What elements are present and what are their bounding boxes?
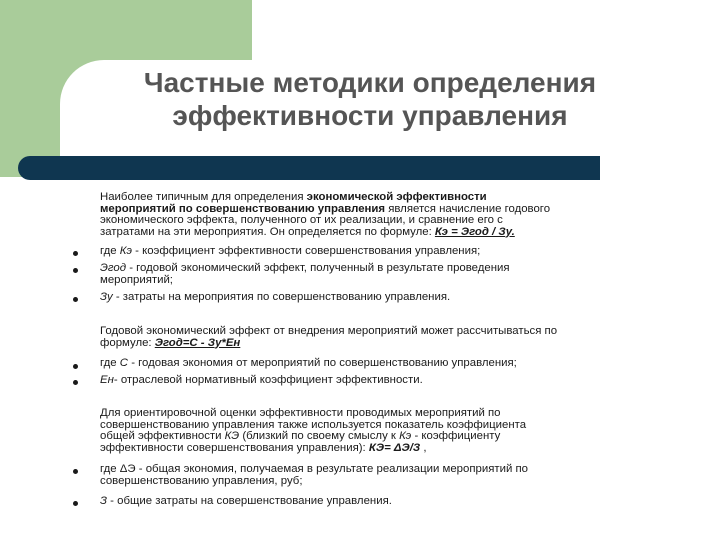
symbol: КЭ <box>224 430 240 442</box>
text-line: совершенствованию управления, руб; <box>100 474 303 487</box>
list-item <box>100 246 660 258</box>
page-title <box>60 66 680 132</box>
text: где <box>100 245 120 257</box>
formula: КЭ= ΔЭ/З <box>368 441 421 454</box>
formula: Кэ = Эгод / Зу. <box>434 225 515 238</box>
bullet-icon <box>73 380 78 385</box>
text: является начисление годового <box>385 202 551 215</box>
text: формуле: <box>100 336 155 349</box>
text: - годовая экономия от мероприятий по совершенствованию управления; <box>128 357 517 369</box>
symbol: Эгод <box>100 262 127 274</box>
text: - отраслевой нормативный коэффициент эффективности. <box>113 374 423 386</box>
header-divider-bar <box>18 156 600 180</box>
text: где <box>100 357 120 369</box>
formula: Эгод=С - Зу*Ен <box>154 336 241 349</box>
list-item <box>100 496 660 508</box>
symbol: Зу <box>100 291 113 303</box>
text-line: совершенствованию управления также используется показатель коэффициента <box>100 418 527 431</box>
text: - коэффициент эффективности совершенствования управления; <box>131 245 481 257</box>
text: затратами на эти мероприятия. Он определяется по формуле: <box>100 225 435 238</box>
text: - коэффициенту <box>411 430 501 442</box>
bullet-icon <box>73 297 78 302</box>
symbol: З <box>100 495 107 507</box>
bullet-icon <box>73 251 78 256</box>
emphasis-text: мероприятий по совершенствованию управления <box>100 202 386 215</box>
text: общей эффективности <box>100 430 225 442</box>
text: - затраты на мероприятия по совершенствованию управления. <box>112 291 451 303</box>
title-line-2: эффективности управления <box>172 100 568 131</box>
emphasis-text: экономической эффективности <box>306 191 487 203</box>
list-item <box>100 375 660 387</box>
bullet-icon <box>73 469 78 474</box>
paragraph-2 <box>100 326 660 349</box>
list-item <box>100 464 660 487</box>
text-line: где ΔЭ - общая экономия, получаемая в результате реализации мероприятий по <box>100 463 528 475</box>
text: - годовой экономический эффект, полученный в результате проведения <box>126 262 510 274</box>
text-line: Для ориентировочной оценки эффективности проводимых мероприятий по <box>100 407 501 419</box>
list-item <box>100 263 660 286</box>
text: (близкий по своему смыслу к <box>239 430 400 442</box>
text: - общие затраты на совершенствование управления. <box>107 495 392 507</box>
bullet-icon <box>73 364 78 369</box>
text-line: экономического эффекта, полученного от их реализации, и сравнение его с <box>100 214 503 226</box>
symbol: Кэ <box>119 245 132 257</box>
bullet-icon <box>73 268 78 273</box>
list-item <box>100 358 660 370</box>
list-item <box>100 292 660 304</box>
text: Наиболее типичным для определения <box>100 191 307 203</box>
symbol: Кэ <box>399 430 412 442</box>
paragraph-1 <box>100 192 660 238</box>
title-line-1: Частные методики определения <box>143 67 597 98</box>
text-line: мероприятий; <box>100 273 173 286</box>
text: , <box>420 441 427 454</box>
text-line: Годовой экономический эффект от внедрения мероприятий может рассчитываться по <box>100 325 558 337</box>
symbol: Ен <box>100 374 114 386</box>
paragraph-3 <box>100 408 660 454</box>
text: эффективности совершенствования управления): <box>100 441 369 454</box>
symbol: С <box>119 357 129 369</box>
bullet-icon <box>73 501 78 506</box>
